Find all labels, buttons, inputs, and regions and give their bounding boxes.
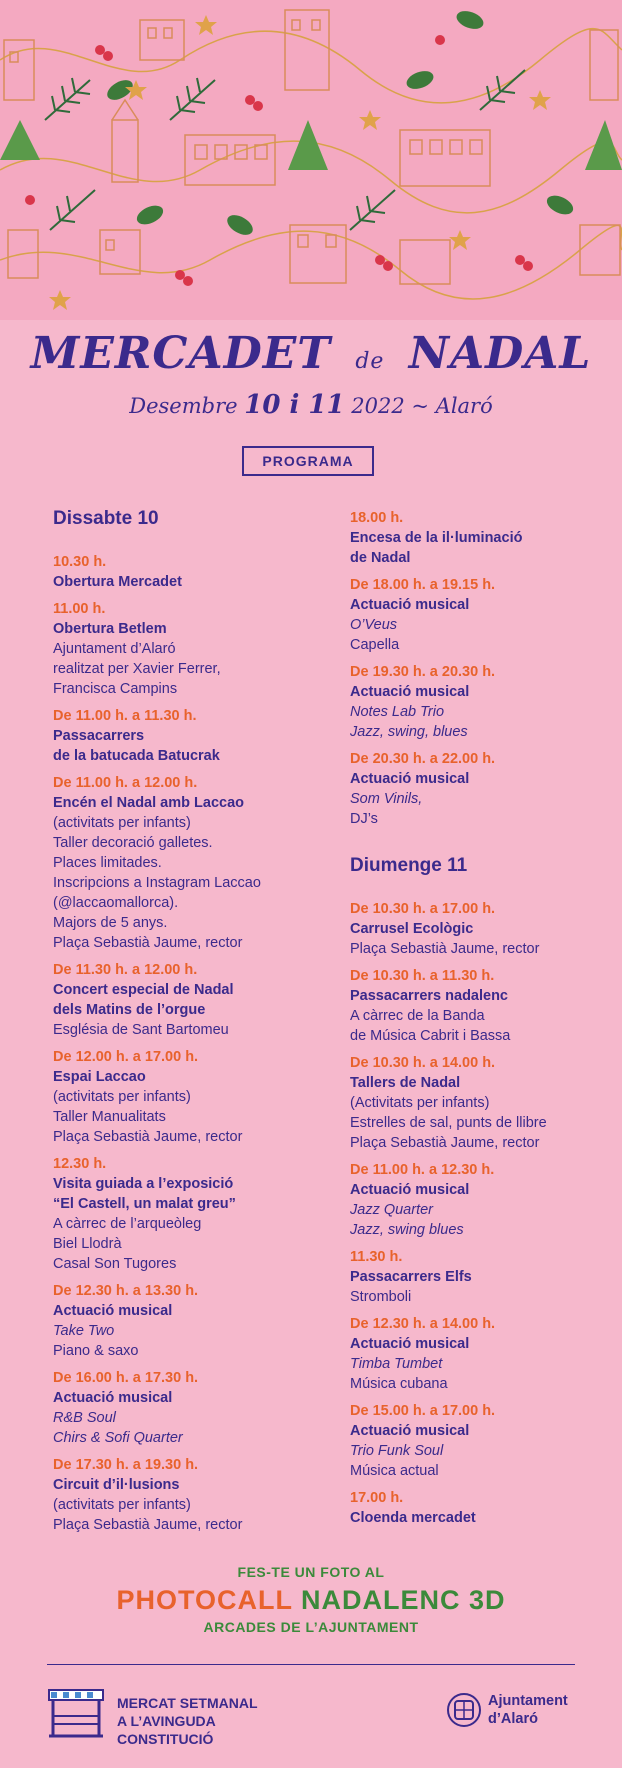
event-time: 18.00 h. <box>350 510 404 526</box>
day-heading: Diumenge 11 <box>350 855 468 876</box>
event-detail: realitzat per Xavier Ferrer, <box>53 661 221 677</box>
event-detail: (activitats per infants) <box>53 815 191 831</box>
day-heading: Dissabte 10 <box>53 508 159 529</box>
schedule-event <box>350 899 622 959</box>
event-name: Obertura Mercadet <box>53 574 182 590</box>
event-name: Actuació musical <box>53 1303 173 1319</box>
schedule-event <box>350 1053 622 1153</box>
photocall-title-part: PHOTOCALL <box>116 1585 293 1615</box>
market-line-1: MERCAT SETMANAL <box>117 1695 258 1711</box>
event-name: Actuació musical <box>350 1182 470 1198</box>
event-name: Tallers de Nadal <box>350 1075 461 1091</box>
title-part-de: de <box>355 349 385 374</box>
council-line-1: Ajuntament <box>488 1693 568 1709</box>
event-detail: Capella <box>350 637 400 653</box>
event-time: 17.00 h. <box>350 1490 404 1506</box>
event-name: Actuació musical <box>350 1423 470 1439</box>
event-detail: Plaça Sebastià Jaume, rector <box>53 935 243 951</box>
event-detail: Inscripcions a Instagram Laccao <box>53 875 261 891</box>
event-time: De 10.30 h. a 11.30 h. <box>350 968 495 984</box>
event-performer: Som Vinils, <box>350 791 423 807</box>
event-detail: Piano & saxo <box>53 1343 139 1359</box>
event-detail: de Música Cabrit i Bassa <box>350 1028 511 1044</box>
event-time: 11.30 h. <box>350 1249 403 1265</box>
event-time: De 11.00 h. a 11.30 h. <box>53 708 197 724</box>
photocall-intro: FES-TE UN FOTO AL <box>237 1564 385 1580</box>
council-logo <box>446 1688 586 1736</box>
event-time: De 19.30 h. a 20.30 h. <box>350 664 496 680</box>
dates-month: Desembre <box>129 394 238 418</box>
event-detail: (activitats per infants) <box>53 1497 191 1513</box>
event-name: Actuació musical <box>350 1336 470 1352</box>
event-name: Concert especial de Nadal <box>53 982 234 998</box>
event-detail: Casal Son Tugores <box>53 1256 177 1272</box>
event-name: Actuació musical <box>53 1390 173 1406</box>
title-part-mercadet: MERCADET <box>30 328 332 379</box>
event-name: Circuit d’il·lusions <box>53 1477 180 1493</box>
council-name <box>488 1692 568 1728</box>
event-performer: Trio Funk Soul <box>350 1443 444 1459</box>
event-name: Passacarrers nadalenc <box>350 988 508 1004</box>
schedule-event <box>350 662 622 742</box>
event-name: de la batucada Batucrak <box>53 748 220 764</box>
event-detail: Música cubana <box>350 1376 448 1392</box>
event-detail: Taller Manualitats <box>53 1109 166 1125</box>
event-dates <box>0 390 622 420</box>
schedule-event <box>350 575 622 655</box>
schedule-event <box>53 1047 343 1147</box>
footer-divider <box>47 1664 575 1665</box>
schedule-event <box>350 749 622 829</box>
schedule-event <box>53 1281 343 1361</box>
title-part-nadal: NADAL <box>408 328 592 379</box>
schedule-event <box>350 1314 622 1394</box>
market-stall-icon <box>47 1684 105 1740</box>
schedule-event <box>53 960 343 1040</box>
weekly-market-text <box>117 1694 307 1748</box>
council-line-2: d’Alaró <box>488 1711 538 1727</box>
event-name: de Nadal <box>350 550 411 566</box>
event-performer: Notes Lab Trio <box>350 704 445 720</box>
event-name: Actuació musical <box>350 771 470 787</box>
event-time: De 16.00 h. a 17.30 h. <box>53 1370 199 1386</box>
event-time: De 12.30 h. a 13.30 h. <box>53 1283 199 1299</box>
schedule-column-right <box>350 508 622 1535</box>
schedule-event <box>350 966 622 1046</box>
event-detail: Biel Llodrà <box>53 1236 122 1252</box>
event-detail: Taller decoració galletes. <box>53 835 213 851</box>
event-time: 12.30 h. <box>53 1156 107 1172</box>
event-time: De 11.00 h. a 12.30 h. <box>350 1162 495 1178</box>
event-performer: Jazz, swing, blues <box>350 724 468 740</box>
event-performer: R&B Soul <box>53 1410 116 1426</box>
event-detail: Places limitades. <box>53 855 162 871</box>
event-detail: Església de Sant Bartomeu <box>53 1022 229 1038</box>
schedule-event <box>53 773 343 953</box>
event-detail: (activitats per infants) <box>53 1089 191 1105</box>
event-detail: Majors de 5 anys. <box>53 915 168 931</box>
schedule-event <box>53 706 343 766</box>
event-detail: (@laccaomallorca). <box>53 895 179 911</box>
event-detail: (Activitats per infants) <box>350 1095 490 1111</box>
event-title <box>0 328 622 388</box>
event-performer: Chirs & Sofi Quarter <box>53 1430 183 1446</box>
christmas-pattern-illustration <box>0 0 622 320</box>
schedule-event <box>350 1488 622 1528</box>
event-performer: Timba Tumbet <box>350 1356 443 1372</box>
event-time: 10.30 h. <box>53 554 107 570</box>
event-name: Encesa de la il·luminació <box>350 530 523 546</box>
event-detail: Estrelles de sal, punts de llibre <box>350 1115 547 1131</box>
event-detail: DJ’s <box>350 811 378 827</box>
schedule-event <box>53 1455 343 1535</box>
event-time: De 20.30 h. a 22.00 h. <box>350 751 496 767</box>
photocall-title-part: NADALENC <box>301 1585 461 1615</box>
event-time: De 11.30 h. a 12.00 h. <box>53 962 198 978</box>
event-detail: A càrrec de l’arqueòleg <box>53 1216 202 1232</box>
event-detail: Stromboli <box>350 1289 412 1305</box>
event-time: De 10.30 h. a 17.00 h. <box>350 901 496 917</box>
event-heading <box>0 328 622 420</box>
market-line-2: A L’AVINGUDA CONSTITUCIÓ <box>117 1713 216 1747</box>
event-name: Passacarrers Elfs <box>350 1269 472 1285</box>
event-performer: Take Two <box>53 1323 115 1339</box>
event-name: Cloenda mercadet <box>350 1510 476 1526</box>
event-time: De 12.30 h. a 14.00 h. <box>350 1316 496 1332</box>
event-name: dels Matins de l’orgue <box>53 1002 206 1018</box>
event-performer: Jazz Quarter <box>350 1202 433 1218</box>
schedule-event <box>350 1401 622 1481</box>
event-detail: Ajuntament d’Alaró <box>53 641 176 657</box>
schedule-event <box>350 1247 622 1307</box>
schedule-event <box>53 1154 343 1274</box>
photocall-title-part <box>461 1585 470 1615</box>
photocall-title-part <box>292 1585 301 1615</box>
event-name: “El Castell, un malat greu” <box>53 1196 236 1212</box>
event-name: Carrusel Ecològic <box>350 921 474 937</box>
event-detail: Plaça Sebastià Jaume, rector <box>53 1517 243 1533</box>
schedule-event <box>350 1160 622 1240</box>
photocall-title-part: 3D <box>469 1585 506 1615</box>
event-detail: Francisca Campins <box>53 681 178 697</box>
programa-label: PROGRAMA <box>242 446 374 476</box>
event-performer: O’Veus <box>350 617 398 633</box>
event-detail: Plaça Sebastià Jaume, rector <box>350 1135 540 1151</box>
event-performer: Jazz, swing blues <box>350 1222 464 1238</box>
event-time: De 15.00 h. a 17.00 h. <box>350 1403 496 1419</box>
event-detail: A càrrec de la Banda <box>350 1008 485 1024</box>
dates-days: 10 i 11 <box>244 390 345 420</box>
event-name: Espai Laccao <box>53 1069 146 1085</box>
event-name: Encén el Nadal amb Laccao <box>53 795 244 811</box>
event-time: De 11.00 h. a 12.00 h. <box>53 775 198 791</box>
schedule-column-left <box>53 508 343 1542</box>
schedule-event <box>350 508 622 568</box>
photocall-banner <box>0 1564 622 1635</box>
schedule-event <box>53 599 343 699</box>
photocall-location: ARCADES DE L’AJUNTAMENT <box>203 1619 419 1635</box>
coat-of-arms-icon <box>446 1690 482 1730</box>
schedule-event <box>53 552 343 592</box>
event-time: De 18.00 h. a 19.15 h. <box>350 577 496 593</box>
event-name: Actuació musical <box>350 684 470 700</box>
schedule-event <box>53 1368 343 1448</box>
dates-year-place: 2022 ~ Alaró <box>351 394 493 418</box>
event-time: De 10.30 h. a 14.00 h. <box>350 1055 496 1071</box>
hero-illustration <box>0 0 622 320</box>
event-detail: Música actual <box>350 1463 439 1479</box>
weekly-market-info <box>47 1684 307 1747</box>
event-name: Passacarrers <box>53 728 145 744</box>
photocall-title <box>0 1585 622 1616</box>
event-name: Visita guiada a l’exposició <box>53 1176 234 1192</box>
event-time: 11.00 h. <box>53 601 106 617</box>
event-name: Obertura Betlem <box>53 621 167 637</box>
event-detail: Plaça Sebastià Jaume, rector <box>53 1129 243 1145</box>
event-time: De 12.00 h. a 17.00 h. <box>53 1049 199 1065</box>
event-name: Actuació musical <box>350 597 470 613</box>
event-time: De 17.30 h. a 19.30 h. <box>53 1457 199 1473</box>
event-detail: Plaça Sebastià Jaume, rector <box>350 941 540 957</box>
